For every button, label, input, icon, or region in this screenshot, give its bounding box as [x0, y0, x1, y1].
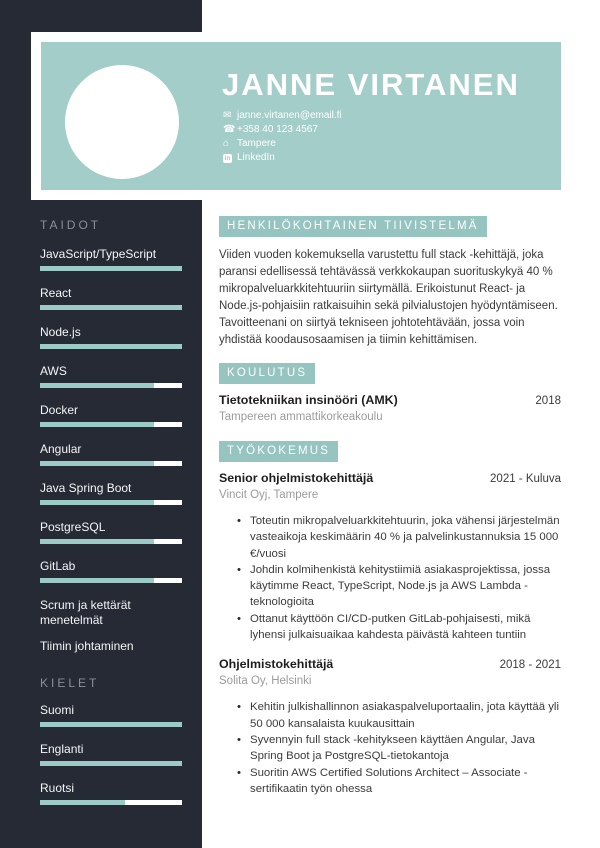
section-experience: [219, 441, 561, 797]
job-bullet: • Kehitin julkishallinnon asiakaspalveluportaalin, jota käyttää yli 50 000 kansalaista kuukausittain: [237, 699, 561, 732]
experience-entry-header: [219, 657, 561, 672]
job-bullet: • Toteutin mikropalveluarkkitehtuurin, joka vähensi järjestelmän vasteaikoja keskimäärin 40 % ja palvelinkustannuksia 15 000 €/vuosi: [237, 513, 561, 562]
section-summary: [219, 216, 561, 349]
header-band: [41, 42, 561, 190]
education-section-badge: KOULUTUS: [219, 363, 315, 384]
education-entry: [219, 393, 561, 424]
skill-bar-fill: [40, 500, 154, 505]
skill-bar: [40, 500, 182, 505]
skill-label: JavaScript/TypeScript: [40, 247, 157, 261]
skill-item-java-spring-boot: [40, 481, 182, 505]
language-bar-fill: [40, 800, 125, 805]
experience-entry-senior: [219, 471, 561, 643]
skill-label: Node.js: [40, 325, 81, 339]
job-title: Senior ohjelmistokehittäjä: [219, 471, 374, 485]
skill-item-docker: [40, 403, 182, 427]
job-bullet: • Syvennyin full stack -kehitykseen käyttäen Angular, Java Spring Boot ja PostgreSQL-tietokantoja: [237, 732, 561, 765]
skill-bar-fill: [40, 266, 182, 271]
degree-title: Tietotekniikan insinööri (AMK): [219, 393, 398, 407]
skill-bar-fill: [40, 461, 154, 466]
contact-email[interactable]: [223, 111, 342, 121]
email-icon: ✉: [223, 110, 232, 121]
language-item-finnish: [40, 703, 182, 727]
job-bullet: • Ottanut käyttöön CI/CD-putken GitLab-pohjaisesti, mikä lyhensi julkaisuaikaa kahdesta päivästä kahteen tuntiin: [237, 611, 561, 644]
skill-label: PostgreSQL: [40, 520, 106, 534]
education-entry-header: [219, 393, 561, 408]
job-bullet: • Suoritin AWS Certified Solutions Architect – Associate -sertifikaatin työn ohessa: [237, 765, 561, 798]
skill-bar-fill: [40, 539, 154, 544]
language-item-swedish: [40, 781, 182, 805]
skill-bar-fill: [40, 578, 154, 583]
experience-entry-developer: [219, 657, 561, 797]
phone-icon: ☎: [223, 124, 236, 135]
skill-label: React: [40, 286, 72, 300]
skill-item-aws: [40, 364, 182, 388]
skill-bar-fill: [40, 422, 154, 427]
sidebar-content: [40, 218, 182, 820]
skill-bar: [40, 539, 182, 544]
skill-bar-fill: [40, 344, 182, 349]
linkedin-icon: in: [224, 154, 231, 162]
job-bullet-list: [237, 699, 561, 797]
skill-item-scrum: Scrum ja kettärät menetelmät: [40, 598, 131, 627]
skill-label: AWS: [40, 364, 67, 378]
skill-item-react: [40, 286, 182, 310]
language-bar: [40, 722, 182, 727]
contact-phone[interactable]: [223, 125, 342, 135]
home-icon: ⌂: [223, 138, 230, 149]
language-bar: [40, 800, 182, 805]
skill-item-angular: [40, 442, 182, 466]
language-bar-fill: [40, 761, 182, 766]
job-date: 2021 - Kuluva: [490, 473, 561, 485]
skill-bar-fill: [40, 305, 182, 310]
degree-date: 2018: [535, 395, 561, 407]
language-label: Ruotsi: [40, 781, 75, 795]
skill-item-javascript: [40, 247, 182, 271]
name-heading: JANNE VIRTANEN: [222, 67, 520, 102]
skill-bar: [40, 344, 182, 349]
company-name: Vincit Oyj, Tampere: [219, 489, 319, 501]
summary-section-badge: HENKILÖKOHTAINEN TIIVISTELMÄ: [219, 216, 487, 237]
experience-section-badge: TYÖKOKEMUS: [219, 441, 338, 462]
job-title: Ohjelmistokehittäjä: [219, 657, 334, 672]
languages-section-title: KIELET: [40, 676, 100, 690]
language-bar: [40, 761, 182, 766]
avatar: [65, 65, 179, 179]
job-bullet: • Johdin kolmihenkistä kehitystiimiä asiakasprojektissa, jossa käytimme React, TypeScript, Node.js ja AWS Lambda -teknologioita: [237, 562, 561, 611]
skill-label: Docker: [40, 403, 79, 417]
language-item-english: [40, 742, 182, 766]
header-card: [31, 32, 571, 200]
skill-bar: [40, 578, 182, 583]
section-education: [219, 363, 561, 424]
skill-label: Java Spring Boot: [40, 481, 132, 495]
contact-list: [223, 111, 342, 167]
contact-location-text: Tampere: [237, 138, 276, 149]
language-label: Suomi: [40, 703, 75, 717]
skills-section-title: TAIDOT: [40, 218, 102, 232]
skill-item-gitlab: [40, 559, 182, 583]
contact-email-text: janne.virtanen@email.fi: [237, 110, 342, 121]
skill-label: Angular: [40, 442, 82, 456]
skill-bar: [40, 305, 182, 310]
job-bullet-list: [237, 513, 561, 643]
experience-entry-header: [219, 471, 561, 486]
job-date: 2018 - 2021: [499, 659, 561, 672]
skill-bar: [40, 383, 182, 388]
school-name: Tampereen ammattikorkeakoulu: [219, 411, 383, 423]
skill-bar-fill: [40, 383, 154, 388]
company-name: Solita Oy, Helsinki: [219, 675, 312, 688]
contact-phone-text: +358 40 123 4567: [237, 124, 318, 135]
skill-item-postgresql: [40, 520, 182, 544]
contact-linkedin[interactable]: [223, 153, 342, 163]
skill-item-team-leadership: Tiimin johtaminen: [40, 639, 134, 653]
skill-bar: [40, 266, 182, 271]
skill-label: GitLab: [40, 559, 76, 573]
contact-location: [223, 139, 342, 149]
language-bar-fill: [40, 722, 182, 727]
summary-text: Viiden vuoden kokemuksella varustettu full stack -kehittäjä, joka paransi edellisessä tehtävässä verkkokaupan suorituskykyä 40 % mikropalveluarkkitehtuuriin siirtymällä. Erikoistunut React- ja Node.js-pohjaisiin ratkaisuihin sekä pilvialustojen hyödyntämiseen. Tavoitteenani on siirtyä tekniseen johtotehtävään, jossa voin yhdistää koodausosaamisen ja tiimin kehittämisen.: [219, 249, 558, 346]
language-label: Englanti: [40, 742, 84, 756]
skill-item-nodejs: [40, 325, 182, 349]
skill-bar: [40, 461, 182, 466]
contact-linkedin-text: LinkedIn: [237, 152, 275, 163]
main-content: [219, 216, 561, 811]
skill-bar: [40, 422, 182, 427]
